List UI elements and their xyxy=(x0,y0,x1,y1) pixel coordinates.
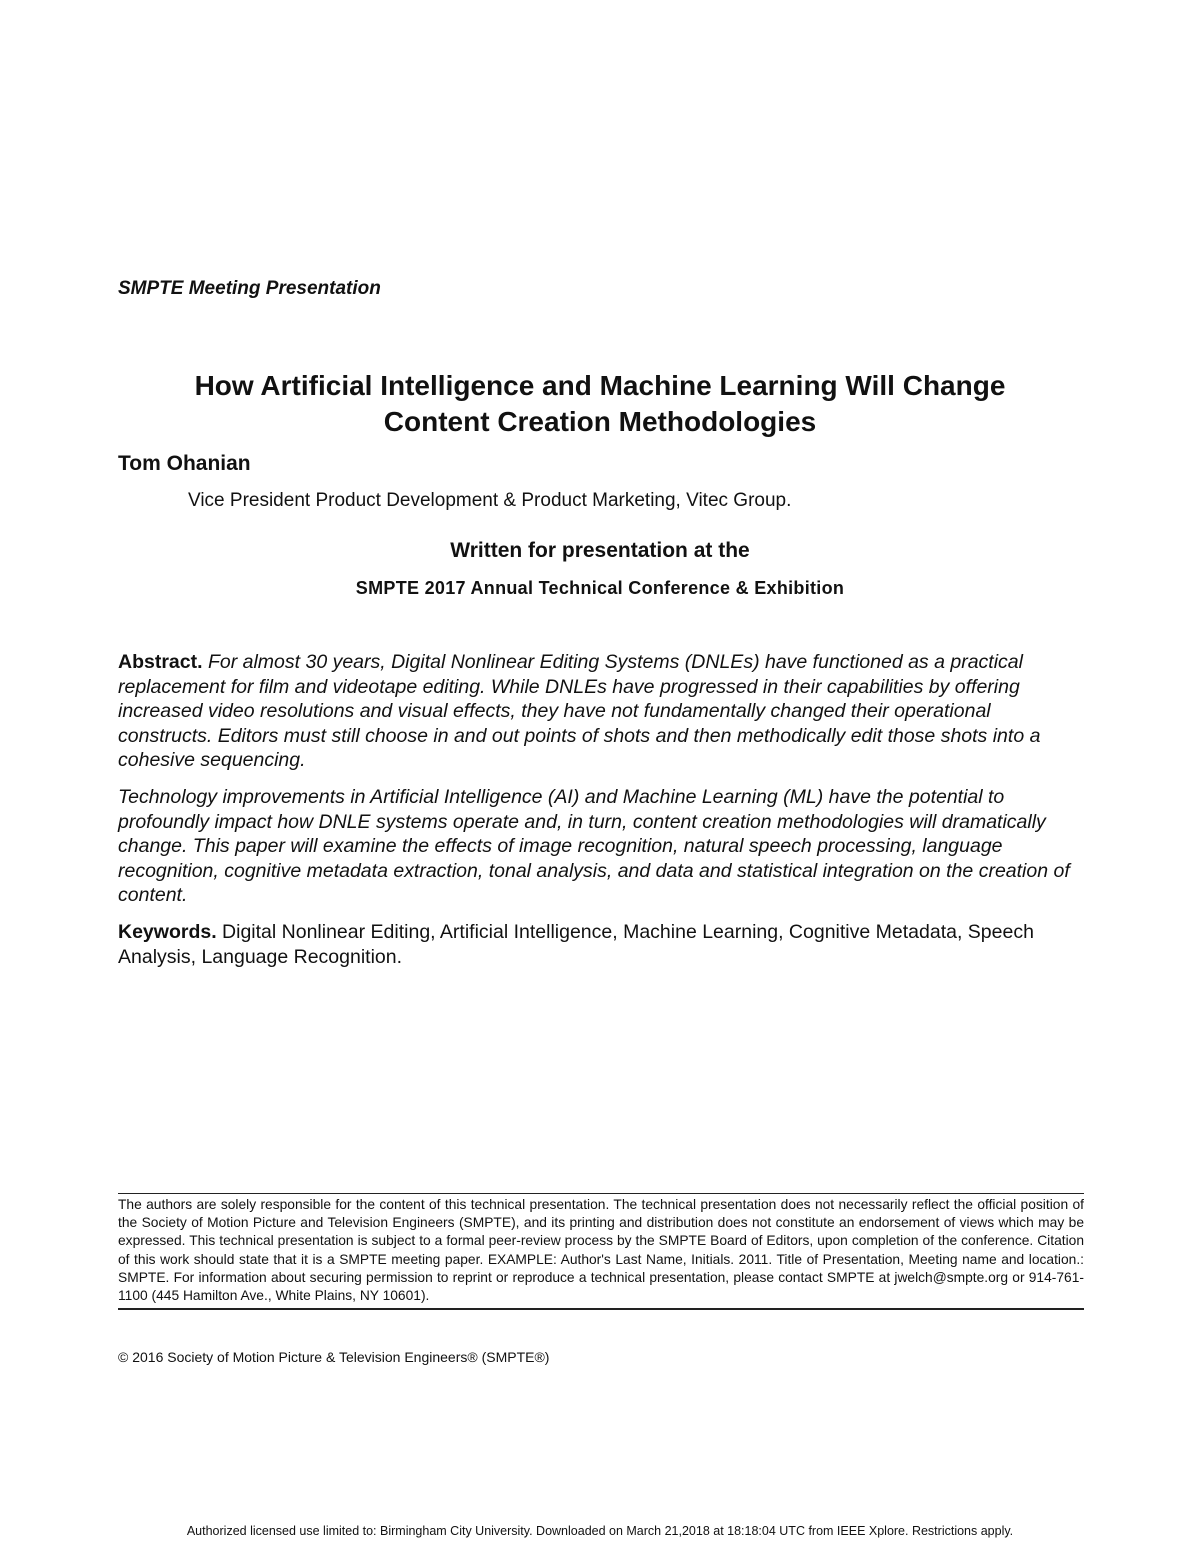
title-line-1: How Artificial Intelligence and Machine Learning Will Change xyxy=(194,370,1006,401)
keywords-text: Digital Nonlinear Editing, Artificial Intelligence, Machine Learning, Cognitive Metadata, Speech Analysis, Language Recognition. xyxy=(118,920,1034,968)
disclaimer-footnote: The authors are solely responsible for the content of this technical presentation. The technical presentation does not necessarily reflect the official position of the Society of Motion Picture and Television Engineers (SMPTE), and its printing and distribution does not constitute an endorsement of views which may be expressed. This technical presentation is subject to a formal peer-review process by the SMPTE Board of Editors, upon completion of the conference. Citation of this work should state that it is a SMPTE meeting paper. EXAMPLE: Author's Last Name, Initials. 2011. Title of Presentation, Meeting name and location.: SMPTE. For information about securing permission to reprint or reproduce a technical presentation, please contact SMPTE at jwelch@smpte.org or 914-761-1100 (445 Hamilton Ave., White Plains, NY 10601). xyxy=(118,1193,1084,1310)
abstract-label: Abstract. xyxy=(118,651,203,673)
written-for-heading: Written for presentation at the xyxy=(450,539,750,562)
title-line-2: Content Creation Methodologies xyxy=(383,406,817,437)
keywords-label: Keywords. xyxy=(118,920,217,943)
copyright-notice: © 2016 Society of Motion Picture & Television Engineers® (SMPTE®) xyxy=(118,1349,550,1365)
abstract-paragraph-1 xyxy=(118,650,1088,773)
meeting-label: SMPTE Meeting Presentation xyxy=(118,278,381,299)
conference-name: SMPTE 2017 Annual Technical Conference & Exhibition xyxy=(355,578,845,598)
author-name: Tom Ohanian xyxy=(118,452,251,475)
paper-title xyxy=(100,368,1100,440)
abstract-text-1: For almost 30 years, Digital Nonlinear Editing Systems (DNLEs) have functioned as a practical replacement for film and videotape editing. While DNLEs have progressed in their capabilities by offering increased video resolutions and visual effects, they have not fundamentally changed their operational constructs. Editors must still choose in and out points of shots and then methodically edit those shots into a cohesive sequencing. xyxy=(118,651,1041,772)
abstract-section xyxy=(118,650,1088,981)
abstract-paragraph-2: Technology improvements in Artificial Intelligence (AI) and Machine Learning (ML) have the potential to profoundly impact how DNLE systems operate and, in turn, content creation methodologies will dramatically change. This paper will examine the effects of image recognition, natural speech processing, language recognition, cognitive metadata extraction, tonal analysis, and data and statistical integration on the creation of content. xyxy=(118,785,1070,907)
license-notice: Authorized licensed use limited to: Birmingham City University. Downloaded on March 21,2018 at 18:18:04 UTC from IEEE Xplore. Restrictions apply. xyxy=(186,1524,1014,1538)
keywords-paragraph xyxy=(118,920,1088,969)
author-affiliation: Vice President Product Development & Product Marketing, Vitec Group. xyxy=(188,490,792,511)
